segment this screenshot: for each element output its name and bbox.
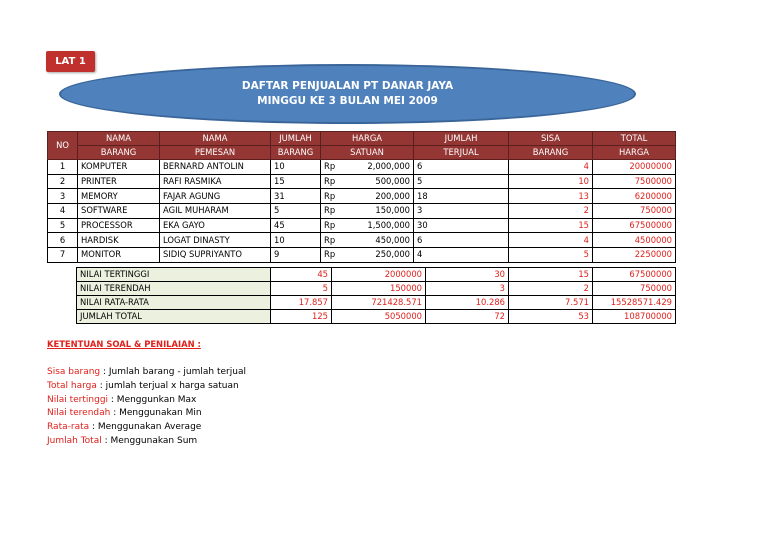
header-sisa-barang-1: SISA bbox=[509, 132, 593, 146]
summary-label: NILAI TERTINGGI bbox=[77, 268, 271, 282]
summary-harga: 150000 bbox=[332, 282, 426, 296]
rule-item bbox=[47, 380, 246, 394]
summary-terjual: 72 bbox=[426, 310, 509, 324]
header-no: NO bbox=[48, 132, 78, 160]
cell-terjual: 18 bbox=[414, 189, 509, 204]
rule-text: : Menggunakan Sum bbox=[101, 435, 198, 446]
header-jumlah-terjual-2: TERJUAL bbox=[414, 146, 509, 160]
summary-terjual: 3 bbox=[426, 282, 509, 296]
cell-total: 750000 bbox=[593, 204, 676, 219]
cell-harga: 1,500,000 bbox=[352, 218, 414, 233]
cell-rp: Rp bbox=[321, 248, 352, 263]
cell-total: 67500000 bbox=[593, 218, 676, 233]
rule-text: : jumlah terjual x harga satuan bbox=[96, 380, 239, 391]
table-row bbox=[48, 160, 676, 175]
header-nama-pemesan-1: NAMA bbox=[160, 132, 271, 146]
table-row bbox=[48, 174, 676, 189]
summary-terjual: 30 bbox=[426, 268, 509, 282]
ketentuan-title: KETENTUAN SOAL & PENILAIAN : bbox=[47, 339, 201, 349]
summary-table bbox=[76, 267, 676, 324]
cell-pemesan: RAFI RASMIKA bbox=[160, 174, 271, 189]
cell-sisa: 13 bbox=[509, 189, 593, 204]
cell-no: 7 bbox=[48, 248, 78, 263]
rule-key: Nilai tertinggi bbox=[47, 394, 109, 405]
summary-sisa: 15 bbox=[509, 268, 593, 282]
summary-jumlah: 5 bbox=[271, 282, 332, 296]
table-row bbox=[48, 204, 676, 219]
rule-item bbox=[47, 421, 246, 435]
header-jumlah-barang-1: JUMLAH bbox=[271, 132, 321, 146]
table-row bbox=[48, 248, 676, 263]
cell-jumlah: 10 bbox=[271, 233, 321, 248]
cell-no: 4 bbox=[48, 204, 78, 219]
cell-terjual: 30 bbox=[414, 218, 509, 233]
header-nama-barang-2: BARANG bbox=[78, 146, 160, 160]
summary-row bbox=[77, 310, 676, 324]
rule-key: Jumlah Total bbox=[47, 435, 102, 446]
cell-harga: 450,000 bbox=[352, 233, 414, 248]
rule-item bbox=[47, 435, 246, 449]
rule-key: Total harga bbox=[47, 380, 97, 391]
cell-rp: Rp bbox=[321, 160, 352, 175]
cell-no: 1 bbox=[48, 160, 78, 175]
table-row bbox=[48, 189, 676, 204]
lat-badge: LAT 1 bbox=[46, 51, 95, 72]
cell-sisa: 10 bbox=[509, 174, 593, 189]
summary-row bbox=[77, 282, 676, 296]
cell-barang: HARDISK bbox=[78, 233, 160, 248]
header-nama-barang-1: NAMA bbox=[78, 132, 160, 146]
summary-total: 67500000 bbox=[593, 268, 676, 282]
rule-text: : Menggunakan Average bbox=[89, 422, 202, 433]
cell-total: 20000000 bbox=[593, 160, 676, 175]
cell-harga: 250,000 bbox=[352, 248, 414, 263]
cell-total: 2250000 bbox=[593, 248, 676, 263]
summary-row bbox=[77, 296, 676, 310]
cell-rp: Rp bbox=[321, 189, 352, 204]
header-jumlah-barang-2: BARANG bbox=[271, 146, 321, 160]
summary-harga: 721428.571 bbox=[332, 296, 426, 310]
cell-harga: 200,000 bbox=[352, 189, 414, 204]
cell-total: 4500000 bbox=[593, 233, 676, 248]
cell-terjual: 3 bbox=[414, 204, 509, 219]
cell-barang: PRINTER bbox=[78, 174, 160, 189]
table-row bbox=[48, 233, 676, 248]
cell-total: 7500000 bbox=[593, 174, 676, 189]
header-sisa-barang-2: BARANG bbox=[509, 146, 593, 160]
cell-barang: PROCESSOR bbox=[78, 218, 160, 233]
rule-item bbox=[47, 394, 246, 408]
rule-item bbox=[47, 366, 246, 380]
cell-jumlah: 9 bbox=[271, 248, 321, 263]
summary-harga: 2000000 bbox=[332, 268, 426, 282]
title-oval bbox=[59, 64, 636, 124]
rule-text: : Menggunkan Max bbox=[108, 394, 197, 405]
sales-table bbox=[47, 131, 676, 263]
cell-sisa: 15 bbox=[509, 218, 593, 233]
cell-terjual: 6 bbox=[414, 160, 509, 175]
cell-jumlah: 10 bbox=[271, 160, 321, 175]
cell-sisa: 4 bbox=[509, 160, 593, 175]
cell-jumlah: 5 bbox=[271, 204, 321, 219]
cell-sisa: 4 bbox=[509, 233, 593, 248]
cell-rp: Rp bbox=[321, 218, 352, 233]
rule-key: Rata-rata bbox=[47, 422, 90, 433]
cell-harga: 150,000 bbox=[352, 204, 414, 219]
rule-item bbox=[47, 407, 246, 421]
cell-barang: SOFTWARE bbox=[78, 204, 160, 219]
cell-pemesan: EKA GAYO bbox=[160, 218, 271, 233]
cell-terjual: 5 bbox=[414, 174, 509, 189]
cell-barang: KOMPUTER bbox=[78, 160, 160, 175]
rule-key: Sisa barang bbox=[47, 367, 101, 377]
summary-terjual: 10.286 bbox=[426, 296, 509, 310]
table-row bbox=[48, 218, 676, 233]
rule-text: : Menggunakan Min bbox=[110, 408, 202, 419]
cell-jumlah: 31 bbox=[271, 189, 321, 204]
header-nama-pemesan-2: PEMESAN bbox=[160, 146, 271, 160]
header-total-harga-2: HARGA bbox=[593, 146, 676, 160]
summary-label: NILAI RATA-RATA bbox=[77, 296, 271, 310]
cell-pemesan: LOGAT DINASTY bbox=[160, 233, 271, 248]
cell-harga: 2,000,000 bbox=[352, 160, 414, 175]
cell-terjual: 4 bbox=[414, 248, 509, 263]
cell-sisa: 2 bbox=[509, 204, 593, 219]
header-harga-satuan-2: SATUAN bbox=[321, 146, 414, 160]
header-harga-satuan-1: HARGA bbox=[321, 132, 414, 146]
cell-pemesan: AGIL MUHARAM bbox=[160, 204, 271, 219]
summary-jumlah: 125 bbox=[271, 310, 332, 324]
rules-list bbox=[47, 366, 246, 449]
summary-total: 750000 bbox=[593, 282, 676, 296]
rule-key: Nilai terendah bbox=[47, 408, 111, 419]
summary-harga: 5050000 bbox=[332, 310, 426, 324]
rule-text: : Jumlah barang - jumlah terjual bbox=[100, 367, 246, 377]
cell-rp: Rp bbox=[321, 174, 352, 189]
cell-no: 2 bbox=[48, 174, 78, 189]
cell-no: 3 bbox=[48, 189, 78, 204]
cell-jumlah: 45 bbox=[271, 218, 321, 233]
cell-rp: Rp bbox=[321, 233, 352, 248]
summary-row bbox=[77, 268, 676, 282]
summary-label: JUMLAH TOTAL bbox=[77, 310, 271, 324]
summary-total: 108700000 bbox=[593, 310, 676, 324]
cell-pemesan: BERNARD ANTOLIN bbox=[160, 160, 271, 175]
title-line-2: MINGGU KE 3 BULAN MEI 2009 bbox=[257, 95, 438, 107]
cell-pemesan: FAJAR AGUNG bbox=[160, 189, 271, 204]
cell-terjual: 6 bbox=[414, 233, 509, 248]
cell-jumlah: 15 bbox=[271, 174, 321, 189]
summary-sisa: 2 bbox=[509, 282, 593, 296]
summary-total: 15528571.429 bbox=[593, 296, 676, 310]
summary-label: NILAI TERENDAH bbox=[77, 282, 271, 296]
cell-sisa: 5 bbox=[509, 248, 593, 263]
cell-pemesan: SIDIQ SUPRIYANTO bbox=[160, 248, 271, 263]
cell-harga: 500,000 bbox=[352, 174, 414, 189]
summary-jumlah: 45 bbox=[271, 268, 332, 282]
summary-sisa: 7.571 bbox=[509, 296, 593, 310]
header-jumlah-terjual-1: JUMLAH bbox=[414, 132, 509, 146]
summary-jumlah: 17.857 bbox=[271, 296, 332, 310]
cell-total: 6200000 bbox=[593, 189, 676, 204]
summary-sisa: 53 bbox=[509, 310, 593, 324]
title-line-1: DAFTAR PENJUALAN PT DANAR JAYA bbox=[241, 80, 454, 92]
cell-barang: MONITOR bbox=[78, 248, 160, 263]
cell-no: 5 bbox=[48, 218, 78, 233]
header-total-harga-1: TOTAL bbox=[593, 132, 676, 146]
cell-no: 6 bbox=[48, 233, 78, 248]
cell-rp: Rp bbox=[321, 204, 352, 219]
cell-barang: MEMORY bbox=[78, 189, 160, 204]
